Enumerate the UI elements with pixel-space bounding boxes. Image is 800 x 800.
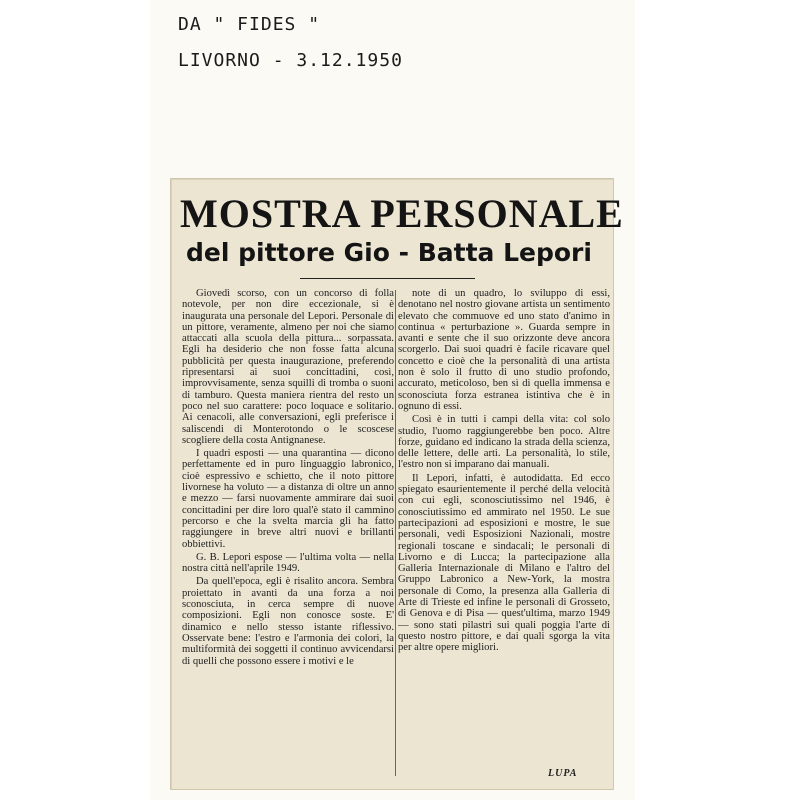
article-column-right (398, 288, 610, 788)
article-column-left (182, 288, 394, 788)
paragraph: Da quell'epoca, egli è risalito ancora. Sembra proiettato in avanti da una forza a noi sconosciuta, in cerca sempre di nuove composizioni. Egli non conosce soste. E' dinamico e nello stesso istante riflessivo. Osservate bene: l'estro e l'armonia dei colori, la multiformità dei soggetti il continuo avvicendarsi di quelli che possono essere i motivi e le (182, 576, 394, 667)
author-signature: LUPA (548, 768, 578, 779)
place-date-label: LIVORNO - 3.12.1950 (178, 50, 403, 71)
paragraph: Il Lepori, infatti, è autodidatta. Ed ecco spiegato esaurientemente il perché della velocità con cui egli, sconosciutissimo nel 1946, è conosciutissimo ed ammirato nel 1950. Le sue partecipazioni ad esposizioni e mostre, le sue personali, vedi Esposizioni Nazionali, mostre regionali toscane e sindacali; le personali di Livorno e di Lucca; la partecipazione alla Galleria Internazionale di Milano e l'altro del Gruppo Labronico a New-York, la mostra personale di Como, la presenza alla Galleria di Arte di Trieste ed infine le personali di Grosseto, di Genova e di Pisa — quest'ultima, marzo 1949 — sono stati pilastri sui quali poggia l'arte di questo nostro pittore, e dai quali sgorga la vita per altre opere migliori. (398, 472, 610, 654)
article-subheadline: del pittore Gio - Batta Lepori (186, 238, 592, 267)
paragraph: note di un quadro, lo sviluppo di essi, denotano nel nostro giovane artista un sentimento elevato che commuove ed uno stato d'animo in continua « perturbazione ». Guarda sempre in avanti e sente che il suo orizzonte deve ancora scorgerlo. Dai suoi quadri è facile ricavare quel concetto e cioè che la personalità di una artista non è solo il frutto di uno studio profondo, accurato, meticoloso, ben sì di quella immensa e sconosciuta forza estranea istintiva che è in ognuno di essi. (398, 288, 610, 412)
paragraph: Così è in tutti i campi della vita: col solo studio, l'uomo raggiungerebbe ben poco. Altre forze, guidano ed indicano la strada della scienza, delle lettere, delle arti. La personalità, lo stile, l'estro non si imparano dai manuali. (398, 414, 610, 471)
column-divider (395, 290, 396, 776)
paragraph: G. B. Lepori espose — l'ultima volta — nella nostra città nell'aprile 1949. (182, 551, 394, 575)
paragraph: Giovedì scorso, con un concorso di folla notevole, per non dire eccezionale, si è inaugurata una personale del Lepori. Personale di un pittore, veramente, almeno per noi che siamo attaccati alla scuola della pittura... sorpassata. Egli ha desiderio che non fosse fatta alcuna pubblicità per questa inaugurazione, preferendo ripresentarsi ai suoi concittadini, così, improvvisamente, senza squilli di tromba o suoni di tamburo. Questa maniera rientra del resto un poco nel suo carattere: poco loquace e solitario. Ai cenacoli, alle conversazioni, egli preferisce i saliscendi di Monterotondo o le scoscese scogliere della costa Antignanese. (182, 288, 394, 446)
headline-divider (300, 278, 475, 279)
source-label: DA " FIDES " (178, 14, 321, 35)
article-headline: MOSTRA PERSONALE (180, 191, 624, 236)
paragraph: I quadri esposti — una quarantina — dicono perfettamente ed in puro linguaggio labronico, cioè espressivo e schietto, che il noto pittore livornese ha voluto — a distanza di oltre un anno e mezzo — farsi nuovamente ammirare dai suoi concittadini per dire loro qual'è stato il cammino percorso e che la svelta marcia gli ha fatto raggiungere in breve altri nuovi e brillanti obbiettivi. (182, 448, 394, 550)
